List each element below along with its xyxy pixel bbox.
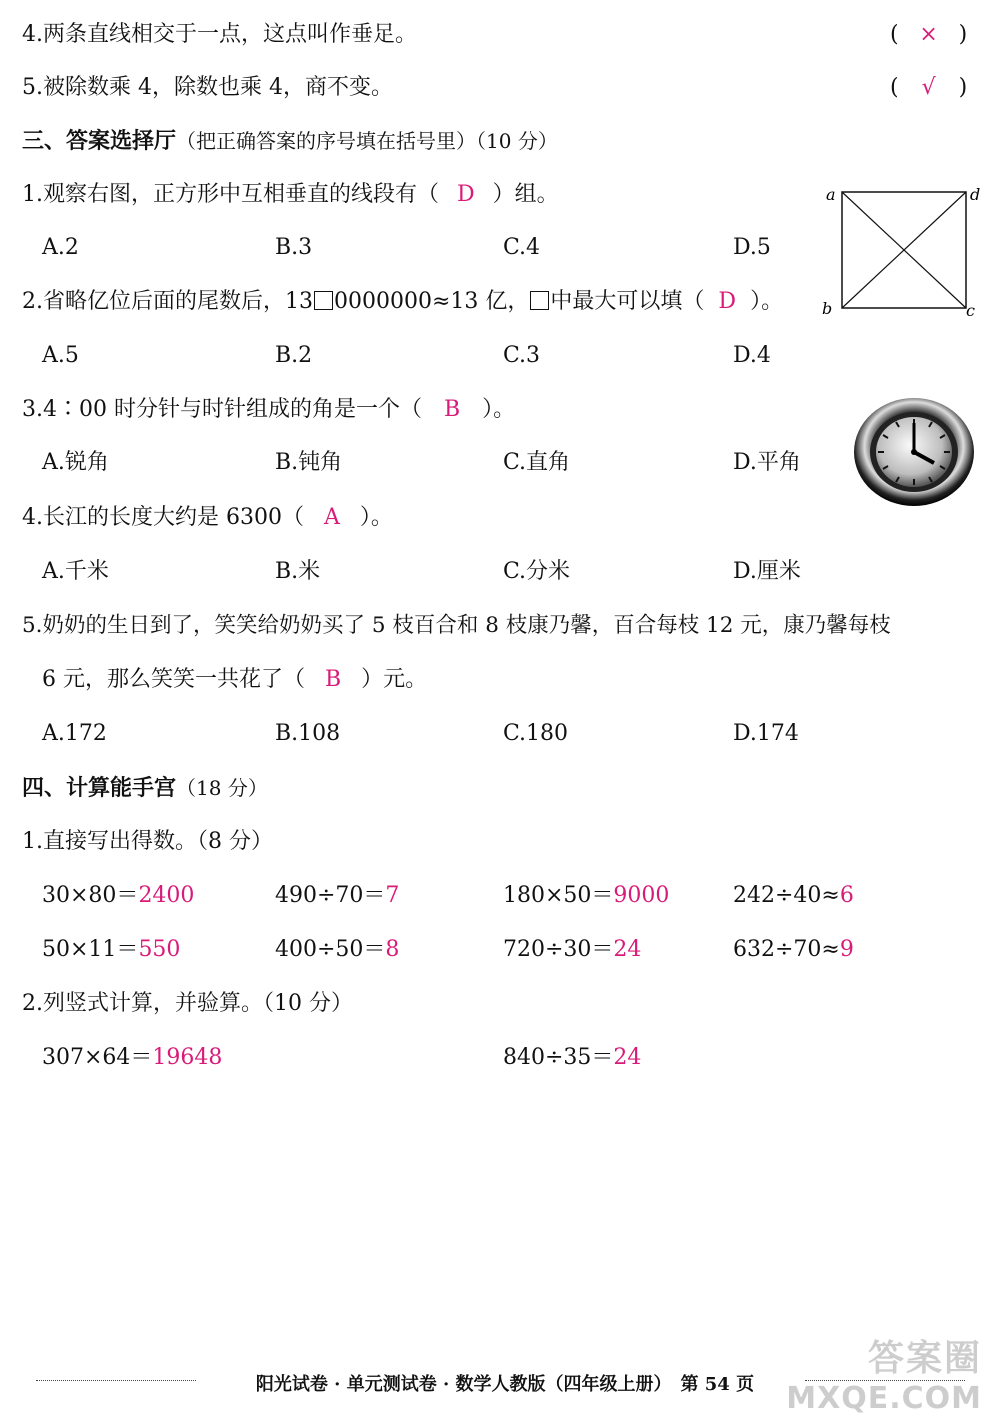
tf-item-4-answer: ( × ): [890, 22, 968, 47]
check-mark: √: [921, 75, 936, 100]
q5-option-b: B.108: [275, 721, 341, 746]
calc-item: 720÷30＝24: [503, 937, 642, 962]
tf-item-4-text: 4.两条直线相交于一点，这点叫作垂足。: [22, 22, 417, 47]
q4-option-c: C.分米: [503, 559, 571, 584]
q2-option-b: B.2: [275, 343, 313, 368]
q5-option-d: D.174: [733, 721, 799, 746]
q1-option-c: C.4: [503, 235, 541, 260]
blank-box: [530, 291, 549, 310]
calc-item: 30×80＝2400: [42, 883, 195, 908]
footer-divider-right: [805, 1380, 965, 1381]
q3-option-b: B.钝角: [275, 450, 343, 475]
tf-item-4: [22, 24, 417, 46]
q2-option-d: D.4: [733, 343, 771, 368]
tf-item-5-text: 5.被除数乘 4，除数也乘 4，商不变。: [22, 75, 393, 100]
clock-icon: [852, 397, 976, 507]
label-c: c: [966, 301, 975, 320]
square-diagram: [820, 180, 985, 320]
answer-q4: A: [323, 505, 340, 530]
q1-option-d: D.5: [733, 235, 771, 260]
q3-option-a: A.锐角: [42, 450, 109, 475]
calc-2-title: 2.列竖式计算，并验算。（10 分）: [22, 991, 353, 1016]
vertical-calc-item: 307×64＝19648: [42, 1045, 223, 1070]
vertical-calc-item: 840÷35＝24: [503, 1045, 642, 1070]
label-d: d: [970, 185, 981, 204]
answer-q5: B: [325, 667, 342, 692]
calc-item: 242÷40≈6: [733, 883, 854, 908]
question-4: 4.长江的长度大约是 6300（ A ）。: [22, 505, 393, 530]
q4-option-a: A.千米: [42, 559, 109, 584]
section-4-title: 四、计算能手宫（18 分）: [22, 775, 268, 801]
q1-option-a: A.2: [42, 235, 79, 260]
cross-mark: ×: [919, 22, 938, 47]
question-3: 3.4∶00 时分针与时针组成的角是一个（ B ）。: [22, 397, 516, 422]
watermark-logo: 答案圈 MXQE.COM: [786, 1338, 982, 1416]
q3-option-c: C.直角: [503, 450, 571, 475]
calc-item: 50×11＝550: [42, 937, 181, 962]
q5-option-c: C.180: [503, 721, 569, 746]
section-3-title: 三、答案选择厅（把正确答案的序号填在括号里）（10 分）: [22, 128, 558, 154]
q2-option-c: C.3: [503, 343, 541, 368]
answer-q2: D: [718, 289, 737, 314]
label-b: b: [822, 299, 833, 318]
question-5-line-1: 5.奶奶的生日到了，笑笑给奶奶买了 5 枝百合和 8 枝康乃馨，百合每枝 12 元，康乃馨每枝: [22, 613, 891, 638]
q4-option-b: B.米: [275, 559, 321, 584]
q1-option-b: B.3: [275, 235, 313, 260]
calc-item: 632÷70≈9: [733, 937, 854, 962]
blank-box: [314, 291, 333, 310]
answer-q3: B: [443, 397, 461, 422]
calc-1-title: 1.直接写出得数。（8 分）: [22, 829, 273, 854]
q4-option-d: D.厘米: [733, 559, 801, 584]
question-2: 2.省略亿位后面的尾数后，13 0000000≈13 亿， 中最大可以填（ D ）。: [22, 289, 784, 314]
tf-item-5-answer: ( √ ): [890, 75, 968, 100]
page-footer: 阳光试卷 · 单元测试卷 · 数学人教版（四年级上册） 第 54 页: [255, 1374, 755, 1395]
q5-option-a: A.172: [42, 721, 107, 746]
calc-item: 400÷50＝8: [275, 937, 400, 962]
q3-option-d: D.平角: [733, 450, 801, 475]
calc-item: 180×50＝9000: [503, 883, 670, 908]
calc-item: 490÷70＝7: [275, 883, 400, 908]
label-a: a: [826, 185, 836, 204]
question-5-line-2: 6 元，那么笑笑一共花了（ B ）元。: [42, 667, 428, 692]
footer-divider-left: [36, 1380, 196, 1381]
q2-option-a: A.5: [42, 343, 79, 368]
answer-q1: D: [457, 182, 475, 207]
question-1: 1.观察右图，正方形中互相垂直的线段有（ D ）组。: [22, 182, 559, 207]
tf-item-5: [22, 77, 393, 99]
